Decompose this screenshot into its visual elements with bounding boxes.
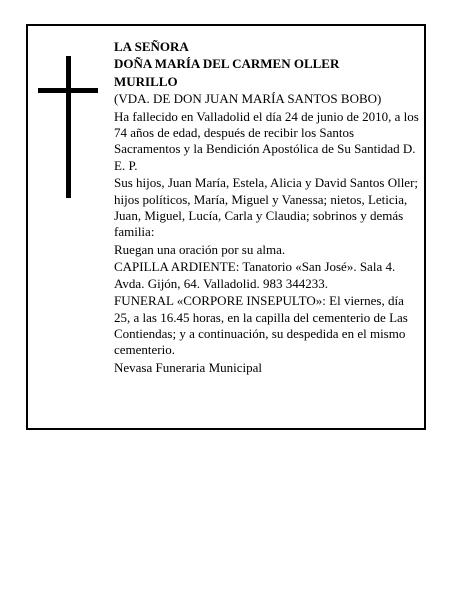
cross-icon	[38, 56, 98, 198]
family-paragraph: Sus hijos, Juan María, Estela, Alicia y David Santos Oller; hijos políticos, María, Miguel y Vanessa; nietos, Leticia, Juan, Miguel, Lucía, Carla y Claudia; sobrinos y demás familia:	[114, 175, 419, 240]
funeral-paragraph: FUNERAL «CORPORE INSEPULTO»: El viernes, día 25, a las 16.45 horas, en la capilla del cementerio de Las Contiendas; y a continuación, su despedida en el mismo cementerio.	[114, 293, 408, 358]
notice-title: LA SEÑORA	[114, 39, 189, 54]
deceased-name-line1: DOÑA MARÍA DEL CARMEN OLLER	[114, 56, 340, 72]
chapel-paragraph: CAPILLA ARDIENTE: Tanatorio «San José». Sala 4. Avda. Gijón, 64. Valladolid. 983 344233.	[114, 259, 396, 291]
death-notice-paragraph: Ha fallecido en Valladolid el día 24 de junio de 2010, a los 74 años de edad, después de recibir los Santos Sacramentos y la Bendición Apostólica de Su Santidad D. E. P.	[114, 108, 419, 173]
obituary-notice	[26, 24, 426, 430]
notice-text	[114, 39, 420, 377]
widow-of-line: (VDA. DE DON JUAN MARÍA SANTOS BOBO)	[114, 91, 382, 107]
deceased-name-line2: MURILLO	[114, 73, 178, 89]
cross-horizontal-bar	[38, 88, 98, 93]
cross-vertical-bar	[66, 56, 71, 198]
prayer-request: Ruegan una oración por su alma.	[114, 241, 286, 257]
funeral-home: Nevasa Funeraria Municipal	[114, 359, 263, 375]
